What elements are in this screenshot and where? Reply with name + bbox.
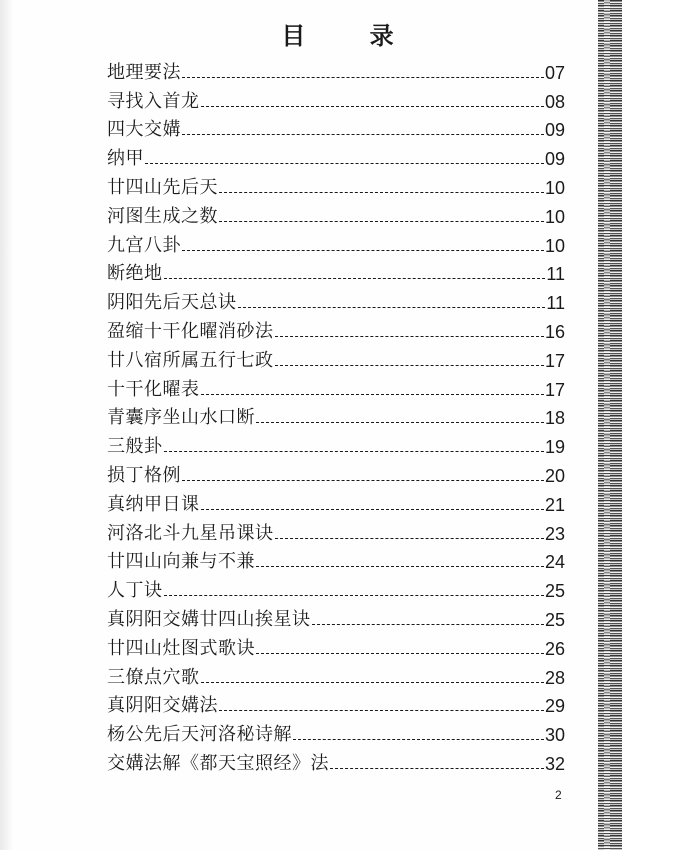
- toc-entry: [107, 749, 565, 778]
- toc-entry-title: 三僚点穴歌: [107, 666, 200, 688]
- toc-dot-leader: [164, 451, 544, 452]
- toc-entry-title: 纳甲: [107, 148, 144, 170]
- toc-entry-page: 26: [544, 638, 565, 659]
- toc-entry-page: 25: [544, 609, 565, 630]
- toc-entry-page: 28: [544, 667, 565, 688]
- toc-dot-leader: [312, 624, 544, 625]
- toc-dot-leader: [164, 595, 544, 596]
- scan-edge-strip-inner: [604, 0, 610, 850]
- right-margin: [622, 0, 675, 850]
- toc-entry: [107, 260, 565, 289]
- toc-entry-title: 河洛北斗九星吊课诀: [107, 522, 274, 544]
- toc-dot-leader: [164, 278, 546, 279]
- toc-dot-leader: [201, 682, 544, 683]
- toc-entry: [107, 605, 565, 634]
- toc-entry-title: 人丁诀: [107, 580, 163, 602]
- toc-entry-title: 真阴阳交媾法: [107, 695, 218, 717]
- toc-entry: [107, 692, 565, 721]
- table-of-contents: [107, 58, 565, 778]
- toc-entry: [107, 58, 565, 87]
- toc-dot-leader: [256, 653, 544, 654]
- toc-entry-page: 11: [546, 293, 565, 314]
- toc-entry-title: 寻找入首龙: [107, 90, 200, 112]
- toc-entry: [107, 346, 565, 375]
- toc-entry-title: 真纳甲日课: [107, 493, 200, 515]
- toc-entry-title: 廿八宿所属五行七政: [107, 349, 274, 371]
- toc-entry: [107, 404, 565, 433]
- toc-entry-page: 32: [544, 753, 565, 774]
- toc-dot-leader: [275, 365, 544, 366]
- toc-entry-page: 07: [544, 62, 565, 83]
- toc-entry: [107, 116, 565, 145]
- toc-entry-page: 20: [544, 465, 565, 486]
- toc-entry: [107, 634, 565, 663]
- toc-dot-leader: [182, 480, 544, 481]
- page-left-shadow: [0, 0, 14, 850]
- toc-entry-title: 杨公先后天河洛秘诗解: [107, 724, 292, 746]
- toc-dot-leader: [293, 739, 544, 740]
- toc-entry-page: 10: [544, 177, 565, 198]
- toc-entry-page: 30: [544, 725, 565, 746]
- toc-entry-title: 地理要法: [107, 61, 181, 83]
- toc-entry-title: 十干化曜表: [107, 378, 200, 400]
- toc-dot-leader: [219, 221, 544, 222]
- toc-entry-page: 16: [544, 321, 565, 342]
- toc-entry-page: 09: [544, 149, 565, 170]
- toc-entry-page: 24: [544, 552, 565, 573]
- toc-entry-title: 断绝地: [107, 263, 163, 285]
- toc-dot-leader: [182, 134, 544, 135]
- toc-entry-page: 08: [544, 91, 565, 112]
- toc-entry-page: 25: [544, 581, 565, 602]
- toc-entry-page: 23: [544, 523, 565, 544]
- toc-entry: [107, 231, 565, 260]
- toc-dot-leader: [275, 336, 544, 337]
- toc-dot-leader: [201, 394, 544, 395]
- toc-entry-title: 损丁格例: [107, 464, 181, 486]
- toc-dot-leader: [145, 163, 544, 164]
- toc-entry: [107, 144, 565, 173]
- toc-entry: [107, 202, 565, 231]
- scan-edge-strip: [598, 0, 622, 850]
- toc-entry-title: 廿四山灶图式歌诀: [107, 637, 255, 659]
- toc-entry: [107, 288, 565, 317]
- toc-entry: [107, 490, 565, 519]
- toc-entry-page: 10: [544, 206, 565, 227]
- toc-dot-leader: [219, 192, 544, 193]
- toc-entry-title: 四大交媾: [107, 119, 181, 141]
- toc-entry-title: 九宫八卦: [107, 234, 181, 256]
- toc-entry-title: 阴阳先后天总诀: [107, 292, 237, 314]
- toc-dot-leader: [256, 566, 544, 567]
- toc-entry-title: 真阴阳交媾廿四山挨星诀: [107, 608, 311, 630]
- toc-entry: [107, 317, 565, 346]
- toc-entry-page: 09: [544, 120, 565, 141]
- toc-entry-title: 盈缩十干化曜消砂法: [107, 320, 274, 342]
- toc-entry: [107, 663, 565, 692]
- page-title: 目 录: [281, 21, 422, 50]
- toc-dot-leader: [201, 106, 544, 107]
- toc-entry-title: 廿四山向兼与不兼: [107, 551, 255, 573]
- toc-entry: [107, 720, 565, 749]
- toc-dot-leader: [219, 710, 544, 711]
- toc-entry-page: 19: [544, 437, 565, 458]
- toc-dot-leader: [256, 422, 544, 423]
- toc-entry: [107, 173, 565, 202]
- toc-entry-page: 17: [544, 379, 565, 400]
- toc-entry: [107, 461, 565, 490]
- toc-entry-page: 29: [544, 696, 565, 717]
- toc-dot-leader: [275, 538, 544, 539]
- toc-entry: [107, 519, 565, 548]
- toc-entry: [107, 375, 565, 404]
- toc-entry-page: 18: [544, 408, 565, 429]
- toc-entry-title: 三般卦: [107, 436, 163, 458]
- toc-entry: [107, 432, 565, 461]
- toc-entry-page: 10: [544, 235, 565, 256]
- toc-dot-leader: [182, 250, 544, 251]
- toc-dot-leader: [182, 77, 544, 78]
- toc-entry-title: 交媾法解《都天宝照经》法: [107, 752, 329, 774]
- toc-entry-page: 21: [544, 494, 565, 515]
- toc-entry: [107, 576, 565, 605]
- toc-entry-page: 11: [546, 264, 565, 285]
- toc-entry: [107, 548, 565, 577]
- toc-dot-leader: [238, 307, 546, 308]
- toc-dot-leader: [201, 509, 544, 510]
- toc-entry: [107, 87, 565, 116]
- toc-entry-title: 青囊序坐山水口断: [107, 407, 255, 429]
- toc-entry-page: 17: [544, 350, 565, 371]
- toc-entry-title: 河图生成之数: [107, 205, 218, 227]
- toc-dot-leader: [330, 768, 544, 769]
- page-number: 2: [555, 788, 562, 802]
- toc-entry-title: 廿四山先后天: [107, 176, 218, 198]
